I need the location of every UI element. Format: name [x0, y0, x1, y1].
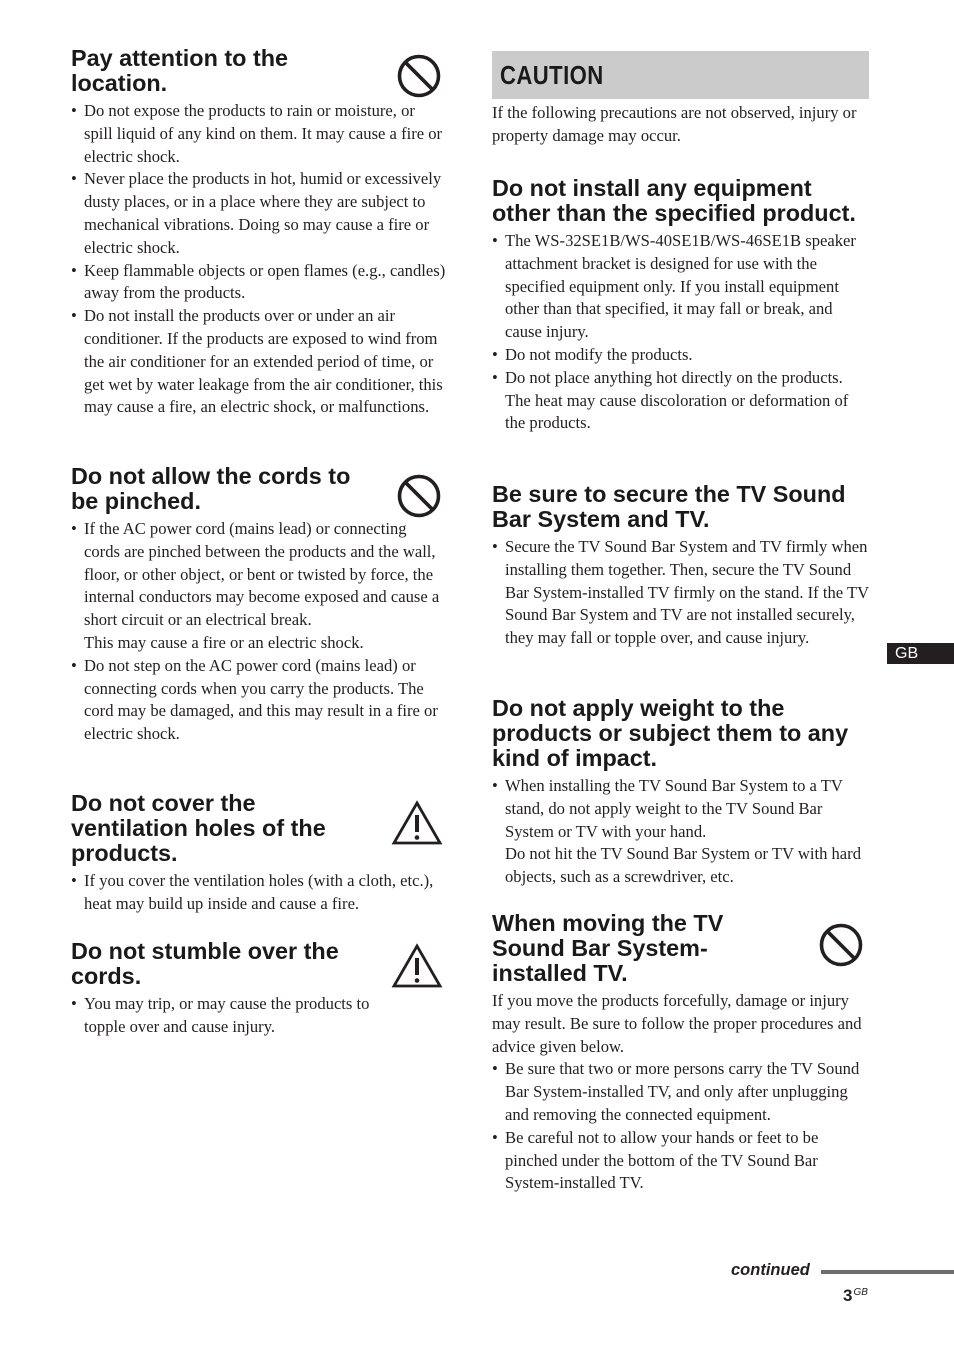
caution-banner — [492, 51, 869, 99]
section-heading: Be sure to secure the TV Sound Bar System and TV. — [492, 481, 846, 532]
bullet-continuation: This may cause a fire or an electric shock. — [84, 632, 364, 652]
section-heading: Do not apply weight to the products or subject them to any kind of impact. — [492, 695, 849, 771]
page-number-suffix: GB — [853, 1287, 868, 1298]
bullet-item: • The WS-32SE1B/WS-40SE1B/WS-46SE1B speaker attachment bracket is designed for use with the specified equipment only. If you install equipment other than that specified, it may fall or break, and cause injury. — [492, 230, 869, 344]
section-heading: Do not stumble over the cords. — [71, 938, 339, 989]
section-ventilation — [71, 791, 446, 916]
bullet-continuation: Do not hit the TV Sound Bar System or TV with hard objects, such as a screwdriver, etc. — [505, 844, 861, 887]
section-body — [71, 100, 446, 419]
language-tab: GB — [887, 643, 954, 664]
section-location — [71, 46, 446, 419]
bullet-item: • Do not install the products over or under an air conditioner. If the products are exposed to wind from the air conditioner for an extended period of time, or get wet by water leakage from the air conditioner, this may cause a fire, an electric shock, or malfunctions. — [71, 305, 446, 419]
continued-label: continued — [731, 1261, 810, 1279]
bullet-item: • Be careful not to allow your hands or feet to be pinched under the bottom of the TV Sound Bar System-installed TV. — [492, 1127, 869, 1195]
bullet-item: • Never place the products in hot, humid or excessively dusty places, or in a place where they are subject to mechanical vibrations. Doing so may cause a fire or electric shock. — [71, 168, 446, 259]
section-weight-impact — [492, 696, 869, 889]
page-number-value: 3 — [843, 1286, 853, 1305]
section-heading: Do not install any equipment other than the specified product. — [492, 175, 856, 226]
section-heading: Pay attention to the location. — [71, 45, 289, 96]
prohibition-icon — [397, 54, 441, 98]
prohibition-icon — [397, 474, 441, 518]
bullet-item: • Secure the TV Sound Bar System and TV firmly when installing them together. Then, secure the TV Sound Bar System-installed TV firmly on the stand. If the TV Sound Bar System and TV are not installed securely, they may fall or topple over, and cause injury. — [492, 536, 869, 650]
warning-triangle-icon — [391, 943, 443, 989]
bullet-text: You may trip, or may cause the products to topple over and cause injury. — [84, 994, 370, 1036]
bullet-item: • Do not place anything hot directly on the products. The heat may cause discoloration or deformation of the products. — [492, 367, 869, 435]
section-heading: When moving the TV Sound Bar System-installed TV. — [492, 910, 724, 986]
bullet-item: • Be sure that two or more persons carry the TV Sound Bar System-installed TV, and only after unplugging and removing the connected equipment. — [492, 1058, 869, 1126]
section-body — [492, 230, 869, 435]
bullet-text: When installing the TV Sound Bar System to a TV stand, do not apply weight to the TV Sound Bar System or TV with your hand. — [505, 776, 843, 841]
bullet-item: • Do not expose the products to rain or moisture, or spill liquid of any kind on them. It may cause a fire or electric shock. — [71, 100, 446, 168]
caution-intro: If the following precautions are not observed, injury or property damage may occur. — [492, 103, 857, 145]
section-body — [492, 990, 869, 1195]
section-body — [492, 775, 869, 889]
caution-label: CAUTION — [500, 60, 604, 90]
section-body — [71, 518, 446, 746]
section-body — [71, 993, 446, 1039]
warning-triangle-icon — [391, 800, 443, 846]
page-number — [843, 1282, 868, 1307]
bullet-item: • Keep flammable objects or open flames (e.g., candles) away from the products. — [71, 260, 446, 306]
bullet-item: • Do not step on the AC power cord (mains lead) or connecting cords when you carry the products. The cord may be damaged, and this may result in a fire or electric shock. — [71, 655, 446, 746]
bullet-item — [492, 775, 869, 889]
section-heading: Do not cover the ventilation holes of the products. — [71, 790, 326, 866]
section-cords-pinched — [71, 464, 446, 746]
section-intro: If you move the products forcefully, damage or injury may result. Be sure to follow the proper procedures and advice given below. — [492, 991, 862, 1056]
bullet-item: • Do not modify the products. — [492, 344, 869, 367]
bullet-item — [71, 993, 446, 1039]
bullet-item: • If you cover the ventilation holes (with a cloth, etc.), heat may build up inside and cause a fire. — [71, 870, 446, 916]
bullet-text: If the AC power cord (mains lead) or connecting cords are pinched between the products and the wall, floor, or other object, or bent or twisted by force, the internal conductors may become exposed and cause a short circuit or an electrical break. — [84, 519, 440, 630]
bullet-item — [71, 518, 446, 655]
section-secure-tv — [492, 482, 869, 650]
section-body — [492, 536, 869, 650]
section-moving-tv — [492, 911, 869, 1195]
section-specified-product — [492, 176, 869, 435]
section-body — [71, 870, 446, 916]
prohibition-icon — [819, 923, 863, 967]
section-heading: Do not allow the cords to be pinched. — [71, 463, 351, 514]
section-stumble — [71, 939, 446, 1039]
continued-rule — [821, 1270, 954, 1274]
